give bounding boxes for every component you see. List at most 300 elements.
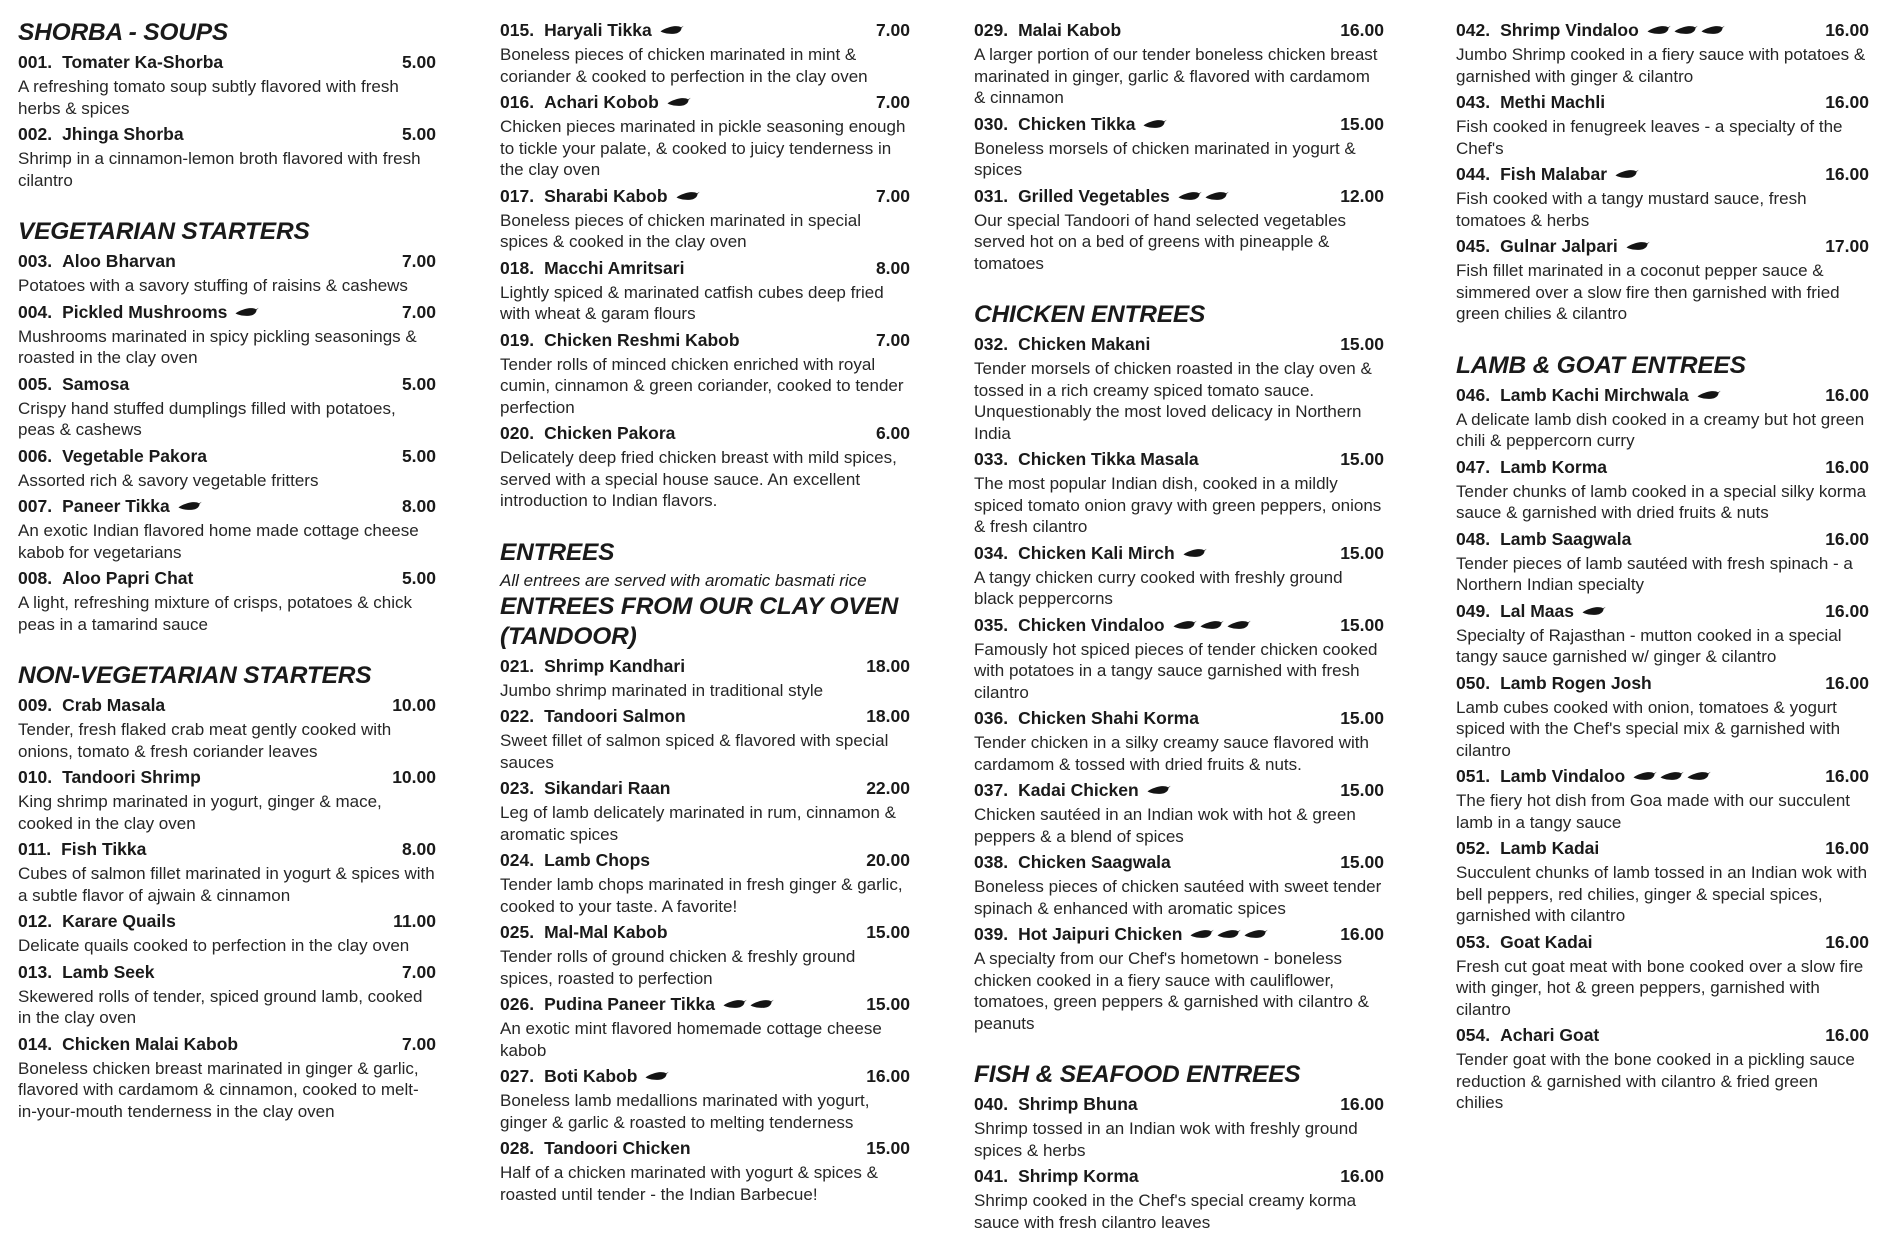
chili-pepper-icon bbox=[1701, 18, 1725, 43]
menu-item bbox=[18, 693, 436, 762]
menu-item-description: Shrimp cooked in the Chef's special creamy korma sauce with fresh cilantro leaves bbox=[974, 1191, 1357, 1232]
menu-item-name: Lamb Seek bbox=[62, 961, 155, 982]
menu-item-title bbox=[500, 184, 703, 209]
menu-item-number: 030. bbox=[974, 113, 1009, 134]
menu-item-description: A refreshing tomato soup subtly flavored with fresh herbs & spices bbox=[18, 77, 399, 118]
menu-item-price: 16.00 bbox=[1825, 838, 1869, 858]
menu-item-price: 16.00 bbox=[1825, 456, 1869, 477]
spice-level bbox=[1147, 778, 1174, 803]
menu-item-price: 18.00 bbox=[866, 655, 910, 676]
menu-item-title bbox=[18, 693, 165, 718]
menu-item-price: 22.00 bbox=[866, 778, 910, 798]
menu-item-number: 027. bbox=[500, 1066, 535, 1086]
menu-item-description: Sweet fillet of salmon spiced & flavored with special sauces bbox=[500, 731, 889, 772]
menu-item-description: A specialty from our Chef's hometown - boneless chicken cooked in a fiery sauce with cauliflower, tomatoes, green peppers & garnished with cilantro & peanuts bbox=[974, 949, 1370, 1033]
spice-level bbox=[645, 1064, 672, 1089]
menu-item-name: Pickled Mushrooms bbox=[62, 301, 228, 322]
menu-item bbox=[1456, 930, 1869, 1021]
menu-item-header bbox=[974, 1092, 1384, 1117]
menu-item-header bbox=[974, 18, 1384, 43]
menu-item-name: Chicken Shahi Korma bbox=[1018, 708, 1199, 728]
menu-item-number: 009. bbox=[18, 695, 53, 715]
menu-item-description: Chicken sautéed in an Indian wok with hot & green peppers & a blend of spices bbox=[974, 805, 1356, 846]
menu-item-name: Chicken Reshmi Kabob bbox=[544, 329, 740, 350]
menu-item-header bbox=[18, 566, 436, 591]
menu-item bbox=[1456, 527, 1869, 596]
menu-item-number: 001. bbox=[18, 52, 53, 72]
menu-item-description: Tender chicken in a silky creamy sauce flavored with cardamom & tossed with dried fruits & nuts. bbox=[974, 733, 1369, 774]
menu-item bbox=[18, 909, 436, 957]
menu-item-description: An exotic mint flavored homemade cottage cheese kabob bbox=[500, 1019, 882, 1060]
menu-item-price: 18.00 bbox=[866, 706, 910, 726]
spice-level bbox=[1190, 922, 1271, 947]
menu-item bbox=[974, 112, 1384, 181]
menu-item-name: Samosa bbox=[62, 373, 130, 394]
menu-item-price: 11.00 bbox=[393, 911, 436, 931]
menu-item-title bbox=[18, 444, 207, 469]
menu-item-price: 15.00 bbox=[1340, 614, 1384, 635]
menu-column-1 bbox=[0, 18, 486, 1237]
menu-item-header bbox=[1456, 234, 1869, 259]
menu-item-title bbox=[500, 776, 671, 801]
menu-item-number: 012. bbox=[18, 911, 53, 931]
menu-item-title bbox=[18, 960, 154, 985]
spice-level bbox=[667, 90, 694, 115]
menu-item-number: 026. bbox=[500, 994, 535, 1014]
menu-item-description: Boneless pieces of chicken marinated in special spices & cooked in the clay oven bbox=[500, 210, 861, 251]
menu-item-number: 014. bbox=[18, 1033, 53, 1054]
chili-pepper-icon bbox=[1582, 599, 1606, 624]
menu-item-title bbox=[974, 850, 1171, 875]
menu-item-description: Specialty of Rajasthan - mutton cooked in a special tangy sauce garnished w/ ginger & cilantro bbox=[1456, 625, 1842, 666]
spice-level bbox=[1143, 112, 1170, 137]
menu-item-description: Shrimp in a cinnamon-lemon broth flavored with fresh cilantro bbox=[18, 149, 421, 190]
menu-item-description: Half of a chicken marinated with yogurt & spices & roasted until tender - the Indian Barbecue! bbox=[500, 1163, 878, 1204]
menu-item-header bbox=[1456, 162, 1869, 187]
menu-item-number: 007. bbox=[18, 496, 53, 516]
menu-item-header bbox=[18, 372, 436, 397]
menu-item-name: Gulnar Jalpari bbox=[1500, 236, 1618, 256]
section-note: All entrees are served with aromatic basmati rice bbox=[500, 570, 867, 590]
section-subtitle: ENTREES FROM OUR CLAY OVEN (TANDOOR) bbox=[500, 592, 899, 650]
menu-item-title bbox=[974, 706, 1199, 731]
menu-item-price: 15.00 bbox=[1340, 542, 1384, 563]
menu-item-title bbox=[1456, 162, 1642, 187]
section-title: FISH & SEAFOOD ENTREES bbox=[974, 1061, 1301, 1088]
menu-item-name: Shrimp Kandhari bbox=[544, 655, 686, 676]
menu-item-price: 10.00 bbox=[392, 695, 436, 715]
spice-level bbox=[660, 18, 687, 43]
menu-item-description: Potatoes with a savory stuffing of raisins & cashews bbox=[18, 276, 408, 295]
menu-item-number: 034. bbox=[974, 542, 1009, 563]
menu-item-title bbox=[500, 328, 740, 353]
section-title: NON-VEGETARIAN STARTERS bbox=[18, 662, 372, 689]
chili-pepper-icon bbox=[1633, 764, 1657, 789]
menu-item-price: 15.00 bbox=[1340, 852, 1384, 872]
menu-item-name: Shrimp Korma bbox=[1018, 1166, 1139, 1186]
menu-item-name: Tomater Ka-Shorba bbox=[62, 52, 224, 72]
chili-pepper-icon bbox=[1217, 922, 1241, 947]
menu-section bbox=[974, 18, 1384, 274]
menu-item-description: Jumbo Shrimp cooked in a fiery sauce with potatoes & garnished with ginger & cilantro bbox=[1456, 45, 1866, 86]
menu-item-price: 5.00 bbox=[401, 568, 436, 588]
menu-item-price: 15.00 bbox=[1340, 334, 1384, 354]
menu-item-header bbox=[18, 960, 436, 985]
menu-item-description: Boneless pieces of chicken marinated in mint & coriander & cooked to perfection in the clay oven bbox=[500, 45, 868, 86]
menu-item-number: 028. bbox=[500, 1138, 535, 1158]
chili-pepper-icon bbox=[1626, 234, 1650, 259]
menu-item-description: Tender, fresh flaked crab meat gently cooked with onions, tomato & fresh coriander leaves bbox=[18, 720, 392, 761]
menu-item-title bbox=[1456, 1023, 1599, 1048]
menu-item-name: Sharabi Kabob bbox=[544, 185, 668, 206]
menu-item-price: 7.00 bbox=[401, 1033, 436, 1054]
menu-item-price: 6.00 bbox=[875, 423, 910, 443]
menu-item bbox=[500, 421, 910, 512]
menu-item-number: 035. bbox=[974, 614, 1009, 635]
menu-item-header bbox=[500, 256, 910, 281]
section-title: LAMB & GOAT ENTREES bbox=[1456, 351, 1746, 379]
menu-section bbox=[18, 18, 436, 191]
menu-item-number: 039. bbox=[974, 924, 1009, 944]
menu-item-title bbox=[974, 922, 1271, 947]
menu-item-title bbox=[18, 249, 176, 274]
chili-pepper-icon bbox=[1143, 112, 1167, 137]
menu-item-description: Succulent chunks of lamb tossed in an Indian wok with bell peppers, red chilies, ginger & special spices, garnished with cilantro bbox=[1456, 863, 1868, 925]
menu-item-price: 5.00 bbox=[401, 124, 436, 144]
menu-item-price: 15.00 bbox=[866, 922, 910, 942]
menu-item bbox=[1456, 162, 1869, 231]
menu-item-name: Sikandari Raan bbox=[544, 778, 671, 798]
menu-item-title bbox=[1456, 599, 1609, 624]
menu-item-name: Lamb Saagwala bbox=[1500, 528, 1632, 549]
menu-item-header bbox=[974, 541, 1384, 566]
menu-item-price: 15.00 bbox=[1340, 780, 1384, 800]
menu-item bbox=[1456, 599, 1869, 668]
menu-item-description: Our special Tandoori of hand selected vegetables served hot on a bed of greens with pineapple & tomatoes bbox=[974, 210, 1347, 273]
menu-item-title bbox=[974, 184, 1232, 209]
menu-item-header bbox=[18, 1032, 436, 1057]
menu-item-price: 7.00 bbox=[401, 301, 436, 322]
menu-item bbox=[500, 654, 910, 702]
menu-item-price: 10.00 bbox=[392, 767, 436, 787]
menu-item-title bbox=[500, 848, 650, 873]
menu-item-description: Crispy hand stuffed dumplings filled with potatoes, peas & cashews bbox=[18, 398, 396, 439]
menu-item bbox=[18, 494, 436, 563]
menu-item-description: An exotic Indian flavored home made cottage cheese kabob for vegetarians bbox=[18, 521, 419, 562]
chili-pepper-icon bbox=[645, 1064, 669, 1089]
menu-item bbox=[18, 765, 436, 834]
chili-pepper-icon bbox=[1244, 922, 1268, 947]
menu-item bbox=[974, 184, 1384, 275]
chili-pepper-icon bbox=[1190, 922, 1214, 947]
menu-item-header bbox=[500, 654, 910, 679]
menu-item-description: Lightly spiced & marinated catfish cubes deep fried with wheat & garam flours bbox=[500, 282, 884, 323]
menu-item-name: Fish Tikka bbox=[61, 839, 147, 859]
menu-item-description: Cubes of salmon fillet marinated in yogurt & spices with a subtle flavor of ajwain & cinnamon bbox=[18, 864, 435, 905]
menu-item-title bbox=[18, 909, 176, 934]
chili-pepper-icon bbox=[1674, 18, 1698, 43]
spice-level bbox=[1183, 541, 1210, 566]
menu-item-number: 003. bbox=[18, 251, 53, 271]
menu-item-description: A delicate lamb dish cooked in a creamy but hot green chili & peppercorn curry bbox=[1456, 409, 1865, 450]
menu-item-title bbox=[1456, 18, 1728, 43]
menu-item bbox=[500, 18, 910, 87]
menu-item-title bbox=[500, 421, 675, 446]
menu-item-header bbox=[18, 444, 436, 469]
menu-item bbox=[500, 704, 910, 773]
menu-item-price: 8.00 bbox=[401, 496, 436, 516]
spice-level bbox=[235, 300, 262, 325]
menu-item-number: 048. bbox=[1456, 528, 1491, 549]
chili-pepper-icon bbox=[235, 300, 259, 325]
menu-item-header bbox=[1456, 930, 1869, 955]
menu-item-name: Hot Jaipuri Chicken bbox=[1018, 924, 1183, 944]
menu-item-price: 17.00 bbox=[1825, 236, 1869, 256]
menu-item bbox=[18, 1032, 436, 1123]
menu-item bbox=[974, 1164, 1384, 1233]
menu-item-title bbox=[1456, 383, 1724, 408]
menu-item-title bbox=[500, 1136, 691, 1161]
menu-item-number: 043. bbox=[1456, 92, 1491, 112]
menu-item-name: Lamb Kadai bbox=[1500, 838, 1600, 858]
menu-section bbox=[974, 300, 1384, 1034]
menu-item-title bbox=[18, 300, 262, 325]
menu-item-name: Jhinga Shorba bbox=[62, 124, 184, 144]
menu-item-header bbox=[500, 848, 910, 873]
menu-item-name: Lamb Vindaloo bbox=[1500, 766, 1626, 786]
menu-item-number: 050. bbox=[1456, 672, 1491, 693]
menu-item-number: 016. bbox=[500, 92, 535, 112]
menu-item-number: 040. bbox=[974, 1094, 1009, 1114]
menu-item-name: Crab Masala bbox=[62, 695, 166, 715]
menu-item-name: Shrimp Bhuna bbox=[1018, 1094, 1138, 1114]
menu-item-header bbox=[500, 90, 910, 115]
spice-level bbox=[1178, 184, 1232, 209]
menu-item-number: 053. bbox=[1456, 931, 1491, 952]
menu-item-number: 033. bbox=[974, 449, 1009, 469]
menu-item-name: Achari Kobob bbox=[544, 92, 659, 112]
menu-item-title bbox=[1456, 671, 1652, 696]
menu-item-number: 006. bbox=[18, 445, 53, 466]
menu-section bbox=[974, 1060, 1384, 1233]
menu-item-number: 049. bbox=[1456, 600, 1491, 621]
menu-item-name: Fish Malabar bbox=[1500, 164, 1608, 184]
menu-item-title bbox=[974, 332, 1150, 357]
menu-item-price: 16.00 bbox=[1825, 164, 1869, 184]
menu-item-title bbox=[500, 18, 687, 43]
menu-item-header bbox=[1456, 90, 1869, 115]
section-title: VEGETARIAN STARTERS bbox=[18, 218, 310, 245]
menu-item-price: 8.00 bbox=[401, 839, 436, 859]
menu-item-description: Fish cooked with a tangy mustard sauce, fresh tomatoes & herbs bbox=[1456, 189, 1807, 230]
menu-item-header bbox=[974, 447, 1384, 472]
menu-item bbox=[500, 1136, 910, 1205]
menu-item-name: Chicken Pakora bbox=[544, 423, 676, 443]
menu-item-header bbox=[1456, 671, 1869, 696]
menu-item-price: 12.00 bbox=[1340, 185, 1384, 206]
menu-item-description: A larger portion of our tender boneless chicken breast marinated in ginger, garlic & flavored with cardamom & cinnamon bbox=[974, 45, 1378, 107]
chili-pepper-icon bbox=[1697, 383, 1721, 408]
menu-item-number: 022. bbox=[500, 706, 535, 726]
chili-pepper-icon bbox=[1147, 778, 1171, 803]
menu-item-name: Lamb Korma bbox=[1500, 456, 1608, 477]
menu-item-number: 032. bbox=[974, 334, 1009, 354]
menu-item-number: 020. bbox=[500, 423, 535, 443]
menu-item-price: 15.00 bbox=[866, 1138, 910, 1158]
menu-item-header bbox=[1456, 527, 1869, 552]
menu-item-description: Lamb cubes cooked with onion, tomatoes & yogurt spiced with the Chef's special mix & garnished with cilantro bbox=[1456, 697, 1841, 760]
menu-item-number: 037. bbox=[974, 780, 1009, 800]
menu-item-name: Pudina Paneer Tikka bbox=[544, 994, 715, 1014]
menu-item bbox=[1456, 383, 1869, 452]
menu-item-number: 042. bbox=[1456, 20, 1491, 40]
menu-item-number: 025. bbox=[500, 922, 535, 942]
menu-item-header bbox=[18, 765, 436, 790]
menu-item-title bbox=[18, 765, 201, 790]
chili-pepper-icon bbox=[1183, 541, 1207, 566]
spice-level bbox=[1626, 234, 1653, 259]
menu-item-number: 015. bbox=[500, 20, 535, 40]
menu-item bbox=[500, 1064, 910, 1133]
menu-item-title bbox=[1456, 527, 1631, 552]
menu-item-header bbox=[1456, 599, 1869, 624]
menu-item-name: Lamb Kachi Mirchwala bbox=[1500, 384, 1689, 405]
menu-item-price: 5.00 bbox=[401, 373, 436, 394]
menu-item-title bbox=[500, 704, 686, 729]
menu-column-4 bbox=[1442, 18, 1887, 1237]
section-title: ENTREES bbox=[500, 538, 615, 566]
menu-item-description: A tangy chicken curry cooked with freshly ground black peppercorns bbox=[974, 567, 1343, 608]
menu-item-header bbox=[500, 1064, 910, 1089]
spice-level bbox=[1697, 383, 1724, 408]
menu-item-title bbox=[18, 50, 223, 75]
section-title: SHORBA - SOUPS bbox=[18, 19, 229, 46]
menu-item-number: 013. bbox=[18, 961, 53, 982]
menu-item bbox=[500, 992, 910, 1061]
menu-item-header bbox=[18, 837, 436, 862]
menu-column-2 bbox=[486, 18, 960, 1237]
chili-pepper-icon bbox=[1178, 184, 1202, 209]
menu-item-title bbox=[18, 372, 129, 397]
menu-item-description: Shrimp tossed in an Indian wok with freshly ground spices & herbs bbox=[974, 1119, 1358, 1160]
menu-section bbox=[1456, 18, 1869, 325]
menu-item-description: Boneless pieces of chicken sautéed with sweet tender spinach & enhanced with aromatic spices bbox=[974, 877, 1382, 918]
menu-item-name: Chicken Malai Kabob bbox=[62, 1033, 239, 1054]
menu-item-name: Kadai Chicken bbox=[1018, 780, 1139, 800]
menu-item bbox=[974, 18, 1384, 109]
menu-item bbox=[18, 566, 436, 635]
menu-item bbox=[974, 613, 1384, 704]
menu-item-header bbox=[500, 421, 910, 446]
chili-pepper-icon bbox=[1200, 613, 1224, 638]
menu-item-header bbox=[18, 50, 436, 75]
menu-item-name: Aloo Bharvan bbox=[62, 251, 176, 271]
spice-level bbox=[1582, 599, 1609, 624]
menu-item bbox=[500, 920, 910, 989]
menu-item-price: 15.00 bbox=[1340, 708, 1384, 728]
menu-item bbox=[500, 184, 910, 253]
spice-level bbox=[178, 494, 205, 519]
menu-item-number: 023. bbox=[500, 778, 535, 798]
menu-item-description: Skewered rolls of tender, spiced ground lamb, cooked in the clay oven bbox=[18, 986, 423, 1027]
menu-item bbox=[18, 372, 436, 441]
spice-level bbox=[1615, 162, 1642, 187]
menu-item-header bbox=[18, 494, 436, 519]
menu-item-name: Vegetable Pakora bbox=[62, 445, 208, 466]
menu-item-name: Shrimp Vindaloo bbox=[1500, 20, 1639, 40]
menu-item-name: Grilled Vegetables bbox=[1018, 185, 1170, 206]
menu-item-price: 16.00 bbox=[1825, 528, 1869, 549]
chili-pepper-icon bbox=[1205, 184, 1229, 209]
menu-item-description: Tender morsels of chicken roasted in the clay oven & tossed in a rich creamy spiced tomato sauce. Unquestionably the most loved delicacy in Northern India bbox=[974, 359, 1372, 443]
menu-item-title bbox=[500, 256, 684, 281]
menu-item-number: 010. bbox=[18, 767, 53, 787]
menu-item-description: Delicately deep fried chicken breast with mild spices, served with a special house sauce. An excellent introduction to Indian flavors. bbox=[500, 448, 897, 510]
menu-item-header bbox=[974, 778, 1384, 803]
menu-section bbox=[500, 538, 910, 1206]
menu-item-name: Tandoori Chicken bbox=[544, 1138, 691, 1158]
menu-column-3 bbox=[960, 18, 1442, 1237]
menu-item-price: 16.00 bbox=[1825, 931, 1869, 952]
menu-item bbox=[1456, 1023, 1869, 1114]
section-title: CHICKEN ENTREES bbox=[974, 301, 1206, 328]
menu-item-header bbox=[974, 613, 1384, 638]
menu-item-description: Delicate quails cooked to perfection in the clay oven bbox=[18, 936, 410, 955]
menu-item-description: King shrimp marinated in yogurt, ginger & mace, cooked in the clay oven bbox=[18, 792, 382, 833]
menu-item-price: 7.00 bbox=[401, 251, 436, 271]
menu-item-description: Tender pieces of lamb sautéed with fresh spinach - a Northern Indian specialty bbox=[1456, 553, 1853, 594]
menu-item-title bbox=[500, 992, 777, 1017]
menu-item-price: 16.00 bbox=[1825, 1025, 1869, 1045]
menu-item-header bbox=[500, 1136, 910, 1161]
menu-item-number: 005. bbox=[18, 373, 53, 394]
menu-item-description: Boneless lamb medallions marinated with yogurt, ginger & garlic & roasted to melting tenderness bbox=[500, 1091, 870, 1132]
menu-item-header bbox=[1456, 18, 1869, 43]
menu-item-number: 031. bbox=[974, 185, 1009, 206]
spice-level bbox=[1633, 764, 1714, 789]
menu-item bbox=[1456, 836, 1869, 927]
menu-item-description: The most popular Indian dish, cooked in a mildly spiced tomato onion gravy with green peppers, onions & fresh cilantro bbox=[974, 474, 1382, 536]
menu-item-name: Chicken Saagwala bbox=[1018, 852, 1171, 872]
menu-item-title bbox=[974, 1092, 1138, 1117]
menu-item-header bbox=[1456, 455, 1869, 480]
menu-item-number: 021. bbox=[500, 655, 535, 676]
chili-pepper-icon bbox=[1687, 764, 1711, 789]
menu-item-title bbox=[1456, 90, 1605, 115]
menu-item bbox=[18, 960, 436, 1029]
chili-pepper-icon bbox=[723, 992, 747, 1017]
menu-item-name: Methi Machli bbox=[1500, 92, 1606, 112]
chili-pepper-icon bbox=[1647, 18, 1671, 43]
menu-item-name: Macchi Amritsari bbox=[544, 257, 685, 278]
menu-item-name: Lamb Rogen Josh bbox=[1500, 672, 1652, 693]
menu-item-header bbox=[500, 18, 910, 43]
menu-item-price: 15.00 bbox=[1340, 113, 1384, 134]
menu-item-title bbox=[1456, 764, 1714, 789]
menu-item-title bbox=[974, 613, 1254, 638]
menu-item-price: 16.00 bbox=[1340, 20, 1384, 40]
spice-level bbox=[676, 184, 703, 209]
menu-item-description: Tender lamb chops marinated in fresh ginger & garlic, cooked to your taste. A favorite! bbox=[500, 875, 903, 916]
menu-item-header bbox=[1456, 383, 1869, 408]
menu-item-name: Lal Maas bbox=[1500, 600, 1574, 621]
menu-item-price: 16.00 bbox=[1340, 1166, 1384, 1186]
menu-item-number: 011. bbox=[18, 839, 52, 859]
menu-item-number: 018. bbox=[500, 257, 535, 278]
menu-item-title bbox=[1456, 930, 1592, 955]
chili-pepper-icon bbox=[660, 18, 684, 43]
menu-item-price: 16.00 bbox=[1825, 672, 1869, 693]
